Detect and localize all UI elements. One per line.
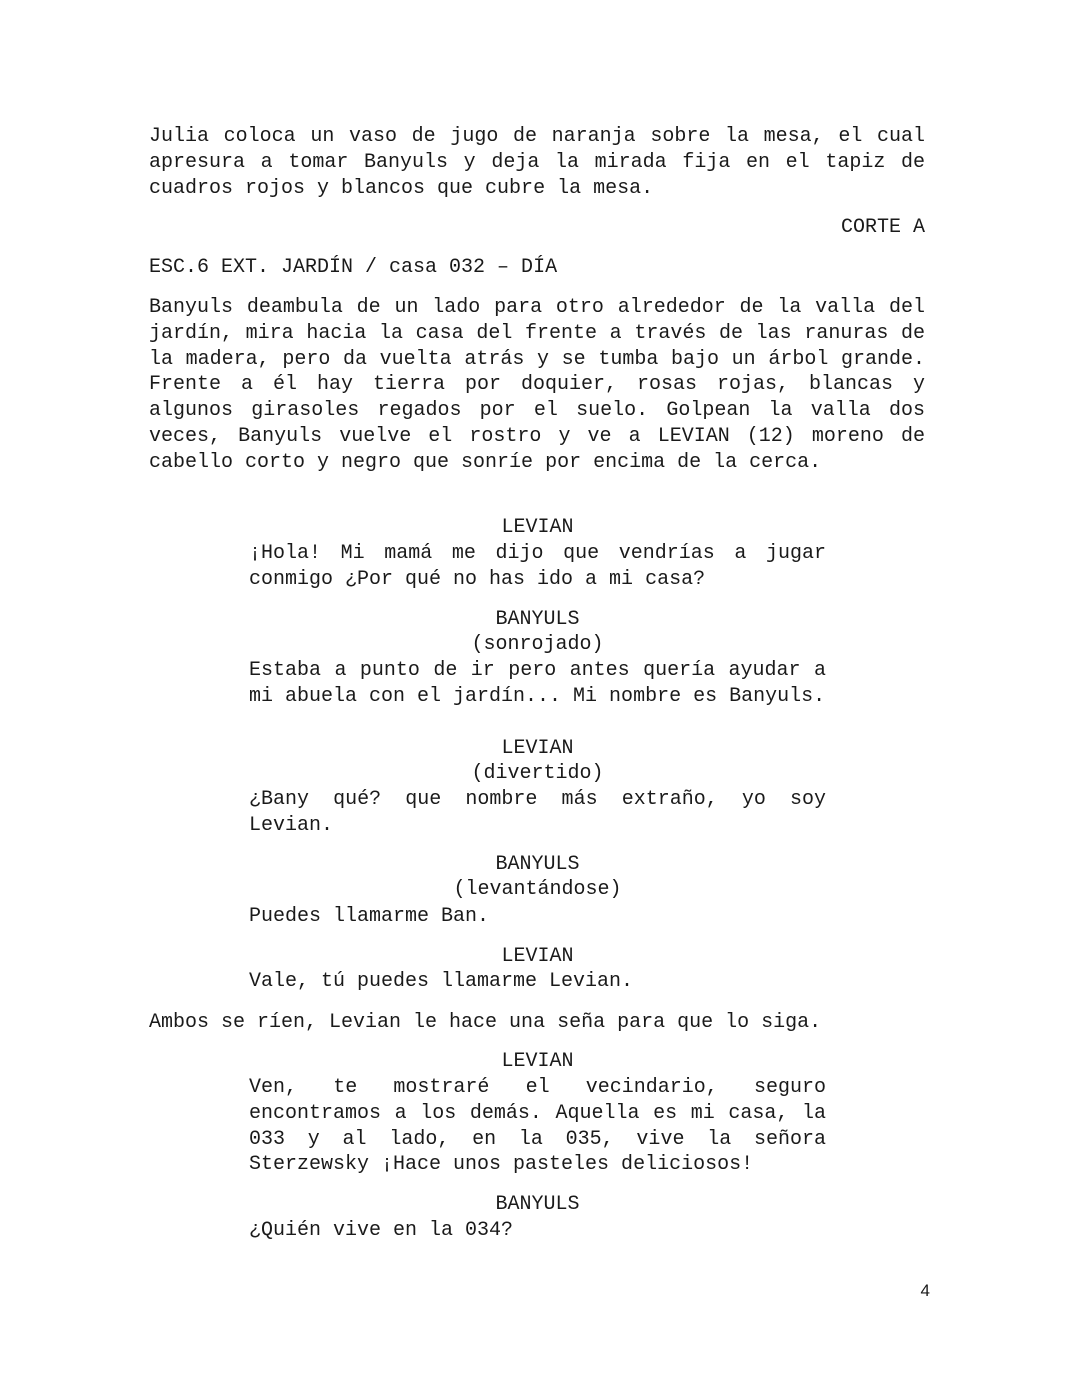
parenthetical: (sonrojado) — [471, 633, 604, 656]
dialogue-text: ¡Hola! Mi mamá me dijo que vendrías a jugar conmigo ¿Por qué no has ido a mi casa? — [249, 542, 826, 591]
parenthetical: (levantándose) — [453, 878, 622, 901]
character-name: LEVIAN — [501, 516, 574, 539]
character-name: BANYULS — [495, 608, 580, 631]
page-number: 4 — [920, 1281, 930, 1300]
character-name: LEVIAN — [501, 945, 574, 968]
transition: CORTE A — [840, 216, 925, 239]
dialogue-text: ¿Quién vive en la 034? — [249, 1219, 514, 1242]
scene-heading: ESC.6 EXT. JARDÍN / casa 032 – DÍA — [149, 256, 558, 279]
dialogue-text: Puedes llamarme Ban. — [249, 905, 490, 928]
dialogue-text: Ven, te mostraré el vecindario, seguro encontramos a los demás. Aquella es mi casa, la 033 y al lado, en la 035, vive la señora Sterzewsky ¡Hace unos pasteles deliciosos! — [249, 1076, 826, 1177]
character-name: BANYULS — [495, 1193, 580, 1216]
parenthetical: (divertido) — [471, 762, 604, 785]
character-name: LEVIAN — [501, 1050, 574, 1073]
action-paragraph: Julia coloca un vaso de jugo de naranja sobre la mesa, el cual apresura a tomar Banyuls y deja la mirada fija en el tapiz de cuadros rojos y blancos que cubre la mesa. — [149, 125, 925, 200]
dialogue-text: Vale, tú puedes llamarme Levian. — [249, 970, 634, 993]
dialogue-text: ¿Bany qué? que nombre más extraño, yo soy Levian. — [249, 788, 826, 837]
character-name: BANYULS — [495, 853, 580, 876]
character-name: LEVIAN — [501, 737, 574, 760]
action-paragraph: Banyuls deambula de un lado para otro alrededor de la valla del jardín, mira hacia la casa del frente a través de las ranuras de la madera, pero da vuelta atrás y se tumba bajo un árbol grande. Frente a él hay tierra por doquier, rosas rojas, blancas y algunos girasoles regados por el suelo. Golpean la valla dos veces, Banyuls vuelve el rostro y ve a LEVIAN (12) moreno de cabello corto y negro que sonríe por encima de la cerca. — [149, 296, 925, 474]
action-paragraph: Ambos se ríen, Levian le hace una seña para que lo siga. — [149, 1011, 822, 1034]
dialogue-text: Estaba a punto de ir pero antes quería ayudar a mi abuela con el jardín... Mi nombre es Banyuls. — [249, 659, 826, 708]
